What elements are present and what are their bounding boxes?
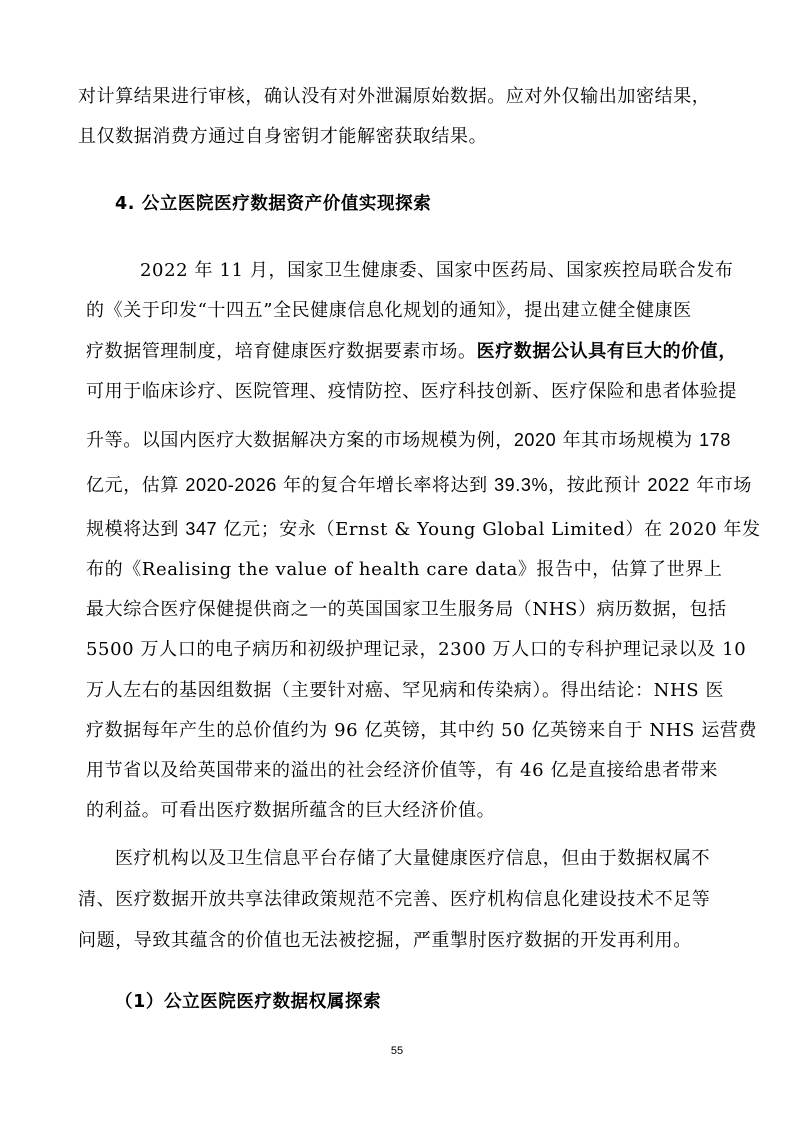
paragraph-1-line-7-text-b: 亿元；安永（Ernst & Young Global Limited）在 2020 年发	[217, 519, 761, 540]
section-4-heading: 4. 公立医院医疗数据资产价值实现探索	[115, 194, 432, 214]
paragraph-1-line-5-text-b: 年其市场规模为	[556, 430, 700, 451]
paragraph-1-line-6-range: 2020-2026	[185, 475, 277, 495]
paragraph-1-bold-claim: 医疗数据公认具有巨大的价值，	[476, 341, 738, 362]
paragraph-1-line-5-value: 178	[699, 430, 731, 450]
paragraph-1-line-6-text-a: 亿元，估算	[86, 475, 186, 496]
paragraph-1-line-6-rate: 39.3%	[494, 475, 549, 495]
paragraph-1-line-6-text-d: 年市场	[689, 475, 753, 496]
paragraph-1-line-6-text-b: 年的复合年增长率将达到	[276, 475, 495, 496]
paragraph-1-line-5-text-a: 升等。以国内医疗大数据解决方案的市场规模为例，	[86, 430, 514, 451]
paragraph-1-line-3-text: 疗数据管理制度，培育健康医疗数据要素市场。	[86, 341, 477, 362]
paragraph-1-line-6	[86, 474, 752, 497]
paragraph-2-line-1: 医疗机构以及卫生信息平台存储了大量健康医疗信息，但由于数据权属不	[115, 848, 711, 869]
paragraph-1-line-2: 的《关于印发“十四五”全民健康信息化规划的通知》，提出建立健全健康医	[86, 300, 692, 321]
paragraph-2-line-3: 问题，导致其蕴含的价值也无法被挖掘，严重掣肘医疗数据的开发再利用。	[78, 930, 692, 951]
paragraph-1-line-1: 2022 年 11 月，国家卫生健康委、国家中医药局、国家疾控局联合发布	[140, 260, 734, 281]
paragraph-1-line-3	[86, 341, 737, 363]
paragraph-1-line-5	[86, 429, 731, 452]
subsection-1-heading: （1）公立医院医疗数据权属探索	[115, 992, 382, 1012]
paragraph-1-line-7-text-a: 规模将达到	[86, 519, 186, 540]
paragraph-1-line-6-year: 2022	[647, 475, 690, 495]
paragraph-1-line-9: 最大综合医疗保健提供商之一的英国国家卫生服务局（NHS）病历数据，包括	[86, 599, 727, 620]
paragraph-1-line-8: 布的《Realising the value of health care data》报告中，估算了世界上	[86, 559, 723, 580]
paragraph-1-line-12: 疗数据每年产生的总价值约为 96 亿英镑，其中约 50 亿英镑来自于 NHS 运营费	[86, 720, 758, 741]
paragraph-1-line-13: 用节省以及给英国带来的溢出的社会经济价值等，有 46 亿是直接给患者带来	[86, 760, 718, 781]
paragraph-1-line-6-text-c: ，按此预计	[548, 475, 648, 496]
page-number: 55	[390, 1045, 404, 1057]
paragraph-1-line-7	[86, 518, 761, 541]
paragraph-1-line-11: 万人左右的基因组数据（主要针对癌、罕见病和传染病）。得出结论：NHS 医	[86, 680, 725, 701]
intro-line-2: 且仅数据消费方通过自身密钥才能解密获取结果。	[78, 126, 488, 147]
paragraph-1-line-7-value: 347	[185, 519, 218, 539]
paragraph-1-line-5-year: 2020	[513, 430, 557, 450]
paragraph-2-line-2: 清、医疗数据开放共享法律政策规范不完善、医疗机构信息化建设技术不足等	[78, 889, 711, 910]
paragraph-1-line-4: 可用于临床诊疗、医院管理、疫情防控、医疗科技创新、医疗保险和患者体验提	[86, 381, 737, 402]
intro-line-1: 对计算结果进行审核，确认没有对外泄漏原始数据。应对外仅输出加密结果，	[78, 86, 711, 107]
paragraph-1-line-14: 的利益。可看出医疗数据所蕴含的巨大经济价值。	[86, 800, 496, 821]
paragraph-1-line-10: 5500 万人口的电子病历和初级护理记录，2300 万人口的专科护理记录以及 10	[86, 639, 747, 660]
